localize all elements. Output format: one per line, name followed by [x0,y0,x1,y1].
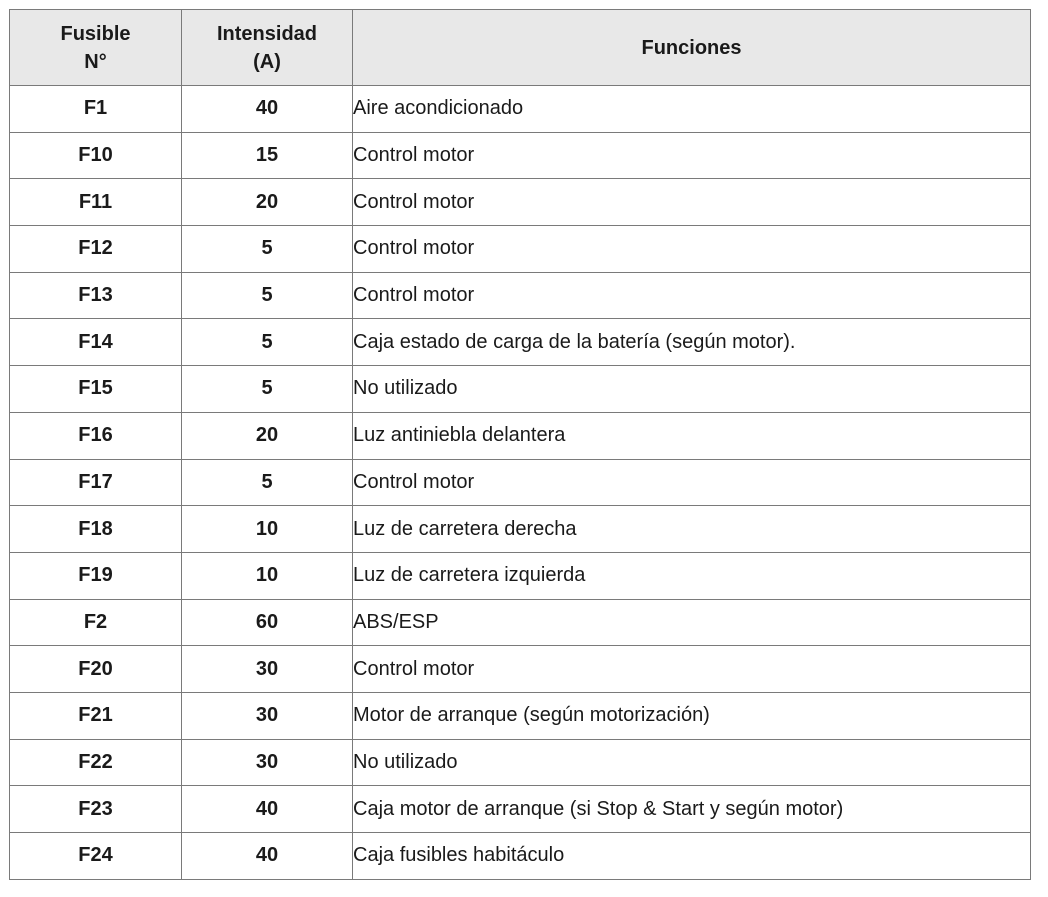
fuse-cell: F24 [10,833,182,880]
function-cell: Luz antiniebla delantera [353,412,1031,459]
amp-cell: 5 [182,366,353,413]
header-fuse-line2: N° [84,50,107,73]
amp-cell: 5 [182,226,353,273]
function-cell: Control motor [353,132,1031,179]
header-amp-line2: (A) [253,50,281,73]
fuse-cell: F23 [10,786,182,833]
function-cell: Control motor [353,226,1031,273]
amp-cell: 5 [182,272,353,319]
function-cell: Control motor [353,272,1031,319]
amp-cell: 30 [182,739,353,786]
fuse-cell: F11 [10,179,182,226]
fuse-cell: F2 [10,599,182,646]
header-fuse-number [10,10,182,86]
fuse-cell: F12 [10,226,182,273]
function-cell: Control motor [353,459,1031,506]
amp-cell: 30 [182,646,353,693]
function-cell: Caja estado de carga de la batería (según motor). [353,319,1031,366]
amp-cell: 40 [182,833,353,880]
table-row [10,132,1031,179]
table-row [10,226,1031,273]
fuse-cell: F13 [10,272,182,319]
table-row [10,412,1031,459]
fuse-cell: F19 [10,552,182,599]
table-header [10,10,1031,86]
function-cell: No utilizado [353,739,1031,786]
function-cell: Luz de carretera izquierda [353,552,1031,599]
amp-cell: 40 [182,86,353,133]
table-row [10,786,1031,833]
function-cell: Luz de carretera derecha [353,506,1031,553]
fuse-cell: F22 [10,739,182,786]
fuse-cell: F18 [10,506,182,553]
function-cell: Motor de arranque (según motorización) [353,692,1031,739]
amp-cell: 60 [182,599,353,646]
amp-cell: 20 [182,179,353,226]
amp-cell: 10 [182,506,353,553]
amp-cell: 40 [182,786,353,833]
table-row [10,599,1031,646]
table-row [10,179,1031,226]
amp-cell: 10 [182,552,353,599]
function-cell: Control motor [353,646,1031,693]
table-row [10,646,1031,693]
table-row [10,86,1031,133]
table-row [10,833,1031,880]
table-row [10,366,1031,413]
function-cell: Caja fusibles habitáculo [353,833,1031,880]
table-row [10,506,1031,553]
table-row [10,459,1031,506]
amp-cell: 15 [182,132,353,179]
amp-cell: 20 [182,412,353,459]
header-amp-line1: Intensidad [216,22,317,45]
header-fuse-line1: Fusible [60,22,131,45]
fuse-table [9,9,1031,880]
function-cell: No utilizado [353,366,1031,413]
fuse-cell: F21 [10,692,182,739]
table-row [10,739,1031,786]
fuse-cell: F16 [10,412,182,459]
fuse-cell: F20 [10,646,182,693]
header-row [10,10,1031,86]
amp-cell: 5 [182,459,353,506]
table-body [10,86,1031,880]
function-cell: Aire acondicionado [353,86,1031,133]
fuse-cell: F15 [10,366,182,413]
header-intensity [182,10,353,86]
table-row [10,319,1031,366]
amp-cell: 30 [182,692,353,739]
fuse-cell: F14 [10,319,182,366]
function-cell: Caja motor de arranque (si Stop & Start y según motor) [353,786,1031,833]
function-cell: Control motor [353,179,1031,226]
table-row [10,552,1031,599]
header-functions: Funciones [353,10,1031,86]
fuse-cell: F1 [10,86,182,133]
fuse-cell: F10 [10,132,182,179]
amp-cell: 5 [182,319,353,366]
function-cell: ABS/ESP [353,599,1031,646]
fuse-cell: F17 [10,459,182,506]
table-row [10,272,1031,319]
table-row [10,692,1031,739]
